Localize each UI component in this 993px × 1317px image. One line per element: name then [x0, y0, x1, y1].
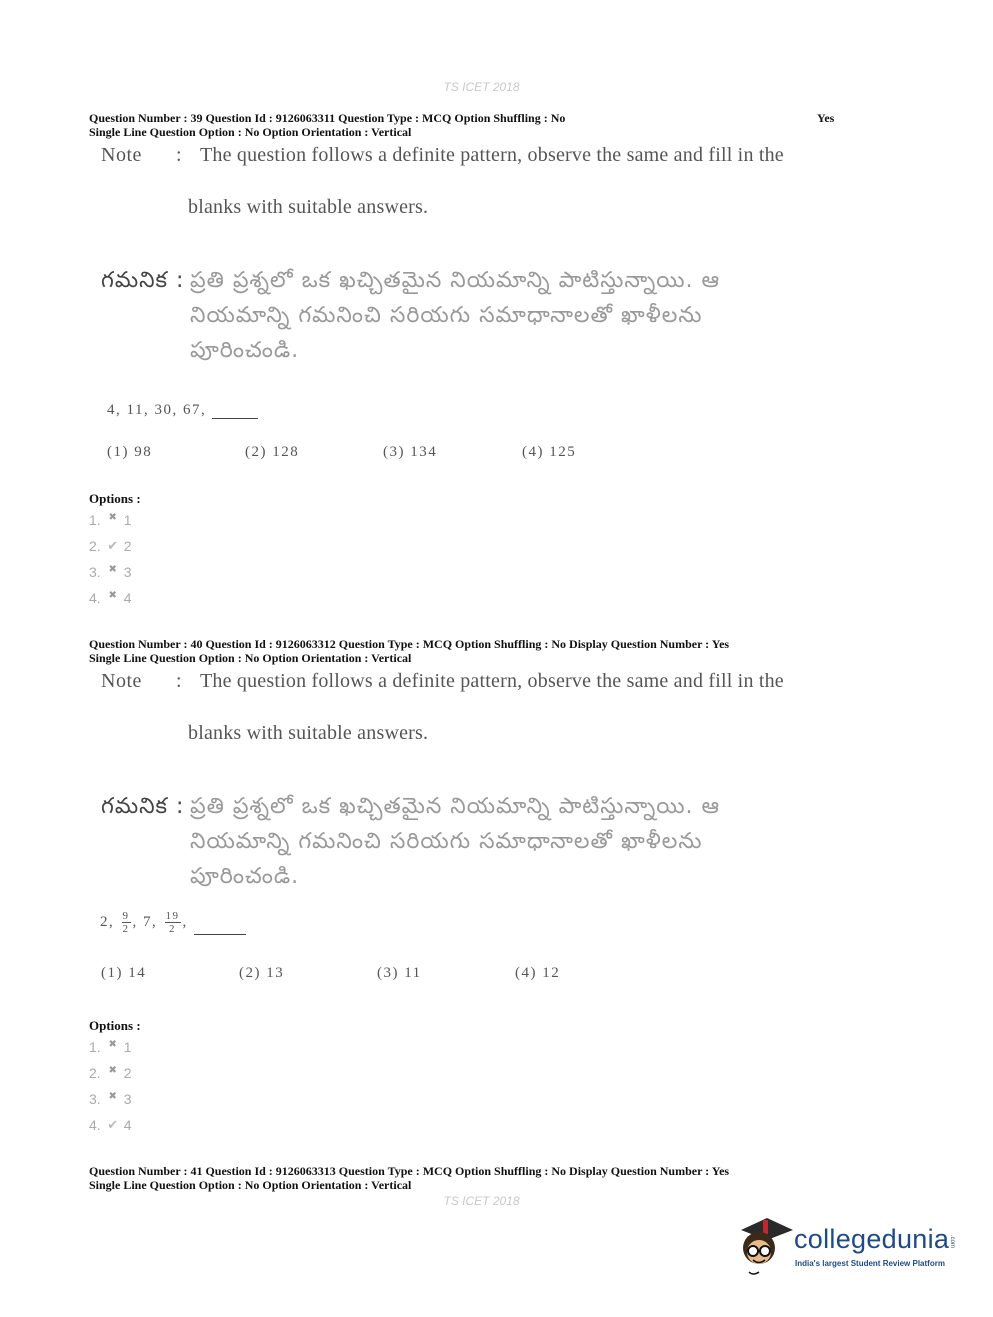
option-number: 3.	[89, 564, 101, 580]
telugu-note-line3: పూరించండి.	[190, 338, 300, 363]
collegedunia-logo	[737, 1212, 962, 1276]
choice-2: (2) 13	[239, 965, 285, 981]
choice-4: (4) 125	[522, 444, 577, 460]
option-value: 4	[123, 1117, 132, 1133]
option-row	[89, 590, 131, 606]
question-meta-line1: Question Number : 40 Question Id : 9126063312 Question Type : MCQ Option Shuffling : No Display Question Number : Yes	[89, 637, 730, 651]
fraction-numerator: 19	[165, 910, 180, 922]
telugu-note-line2: నియమాన్ని గమనించి సరియగు సమాధానాలతో ఖాళీలను	[190, 829, 703, 854]
logo-suffix: .com	[949, 1234, 956, 1248]
telugu-note-line3: పూరించండి.	[190, 864, 300, 889]
telugu-note-line2: నియమాన్ని గమనించి సరియగు సమాధానాలతో ఖాళీలను	[190, 303, 703, 328]
note-colon: :	[176, 670, 182, 692]
option-number: 2.	[89, 538, 101, 554]
mascot-icon	[737, 1212, 795, 1278]
question-meta-line2: Single Line Question Option : No Option Orientation : Vertical	[89, 125, 412, 139]
option-row	[89, 1065, 131, 1081]
question-meta-line1: Question Number : 39 Question Id : 9126063311 Question Type : MCQ Option Shuffling : No	[89, 111, 566, 125]
fraction-denominator: 2	[169, 923, 176, 935]
option-value: 1	[123, 512, 132, 528]
logo-tagline: India's largest Student Review Platform	[795, 1259, 945, 1268]
option-row	[89, 538, 131, 554]
fraction	[122, 910, 131, 935]
logo-name: collegedunia	[794, 1224, 950, 1254]
number-sequence: 2, $\frac{9}{2}$ , 7, $\frac{19}{2}$ ,	[100, 910, 246, 935]
answer-blank	[212, 404, 258, 419]
cross-icon: ✖	[108, 512, 117, 523]
option-value: 3	[123, 564, 132, 580]
option-value: 3	[123, 1091, 132, 1107]
option-number: 1.	[89, 512, 101, 528]
question-40-meta	[89, 637, 729, 665]
display-question-number-value: Yes	[817, 111, 835, 125]
choice-3: (3) 11	[377, 965, 422, 981]
watermark-bottom: TS ICET 2018	[443, 1194, 520, 1208]
note-text-line2: blanks with suitable answers.	[188, 722, 429, 744]
cross-icon: ✖	[108, 1091, 117, 1102]
option-number: 2.	[89, 1065, 101, 1081]
option-value: 2	[123, 538, 132, 554]
question-meta-line1: Question Number : 41 Question Id : 9126063313 Question Type : MCQ Option Shuffling : No Display Question Number : Yes	[89, 1164, 730, 1178]
cross-icon: ✖	[108, 1039, 117, 1050]
telugu-note-label: గమనిక :	[101, 794, 185, 819]
watermark-top: TS ICET 2018	[443, 80, 520, 94]
option-row	[89, 1039, 131, 1055]
note-label: Note	[101, 144, 142, 166]
choice-3: (3) 134	[383, 444, 438, 460]
note-label: Note	[101, 670, 142, 692]
note-text-line2: blanks with suitable answers.	[188, 196, 429, 218]
option-value: 1	[123, 1039, 132, 1055]
note-colon: :	[176, 144, 182, 166]
option-number: 4.	[89, 1117, 101, 1133]
logo-wordmark	[794, 1224, 955, 1255]
option-value: 2	[123, 1065, 132, 1081]
number-sequence	[107, 402, 258, 419]
note-text-line1: The question follows a definite pattern, observe the same and fill in the	[200, 670, 784, 692]
fraction-numerator: 9	[122, 910, 130, 922]
question-41-meta	[89, 1164, 729, 1192]
option-value: 4	[123, 590, 132, 606]
choice-2: (2) 128	[245, 444, 300, 460]
option-row	[89, 512, 131, 528]
option-number: 4.	[89, 590, 101, 606]
check-icon: ✔	[107, 538, 119, 553]
cross-icon: ✖	[108, 590, 117, 601]
option-number: 1.	[89, 1039, 101, 1055]
sequence-text: 4, 11, 30, 67,	[107, 402, 207, 418]
answer-blank	[194, 920, 246, 935]
fraction-denominator: 2	[122, 923, 130, 935]
telugu-note-line1: ప్రతి ప్రశ్నలో ఒక ఖచ్చితమైన నియమాన్ని పాటిస్తున్నాయి. ఆ	[190, 268, 721, 293]
choice-4: (4) 12	[515, 965, 561, 981]
choice-1: (1) 98	[107, 444, 153, 460]
options-heading: Options :	[89, 491, 141, 506]
sequence-term: 7,	[143, 913, 158, 930]
option-number: 3.	[89, 1091, 101, 1107]
check-icon: ✔	[107, 1117, 119, 1132]
telugu-note-line1: ప్రతి ప్రశ్నలో ఒక ఖచ్చితమైన నియమాన్ని పాటిస్తున్నాయి. ఆ	[190, 794, 721, 819]
question-meta-line2: Single Line Question Option : No Option Orientation : Vertical	[89, 651, 412, 665]
sequence-term: 2,	[100, 913, 115, 930]
cross-icon: ✖	[108, 564, 117, 575]
question-meta-line2: Single Line Question Option : No Option Orientation : Vertical	[89, 1178, 412, 1192]
question-39-meta	[89, 111, 835, 139]
choice-1: (1) 14	[101, 965, 147, 981]
option-row	[89, 564, 131, 580]
option-row	[89, 1117, 131, 1133]
options-heading: Options :	[89, 1018, 141, 1033]
cross-icon: ✖	[108, 1065, 117, 1076]
note-text-line1: The question follows a definite pattern, observe the same and fill in the	[200, 144, 784, 166]
fraction	[165, 910, 181, 935]
telugu-note-label: గమనిక :	[101, 268, 185, 293]
option-row	[89, 1091, 131, 1107]
